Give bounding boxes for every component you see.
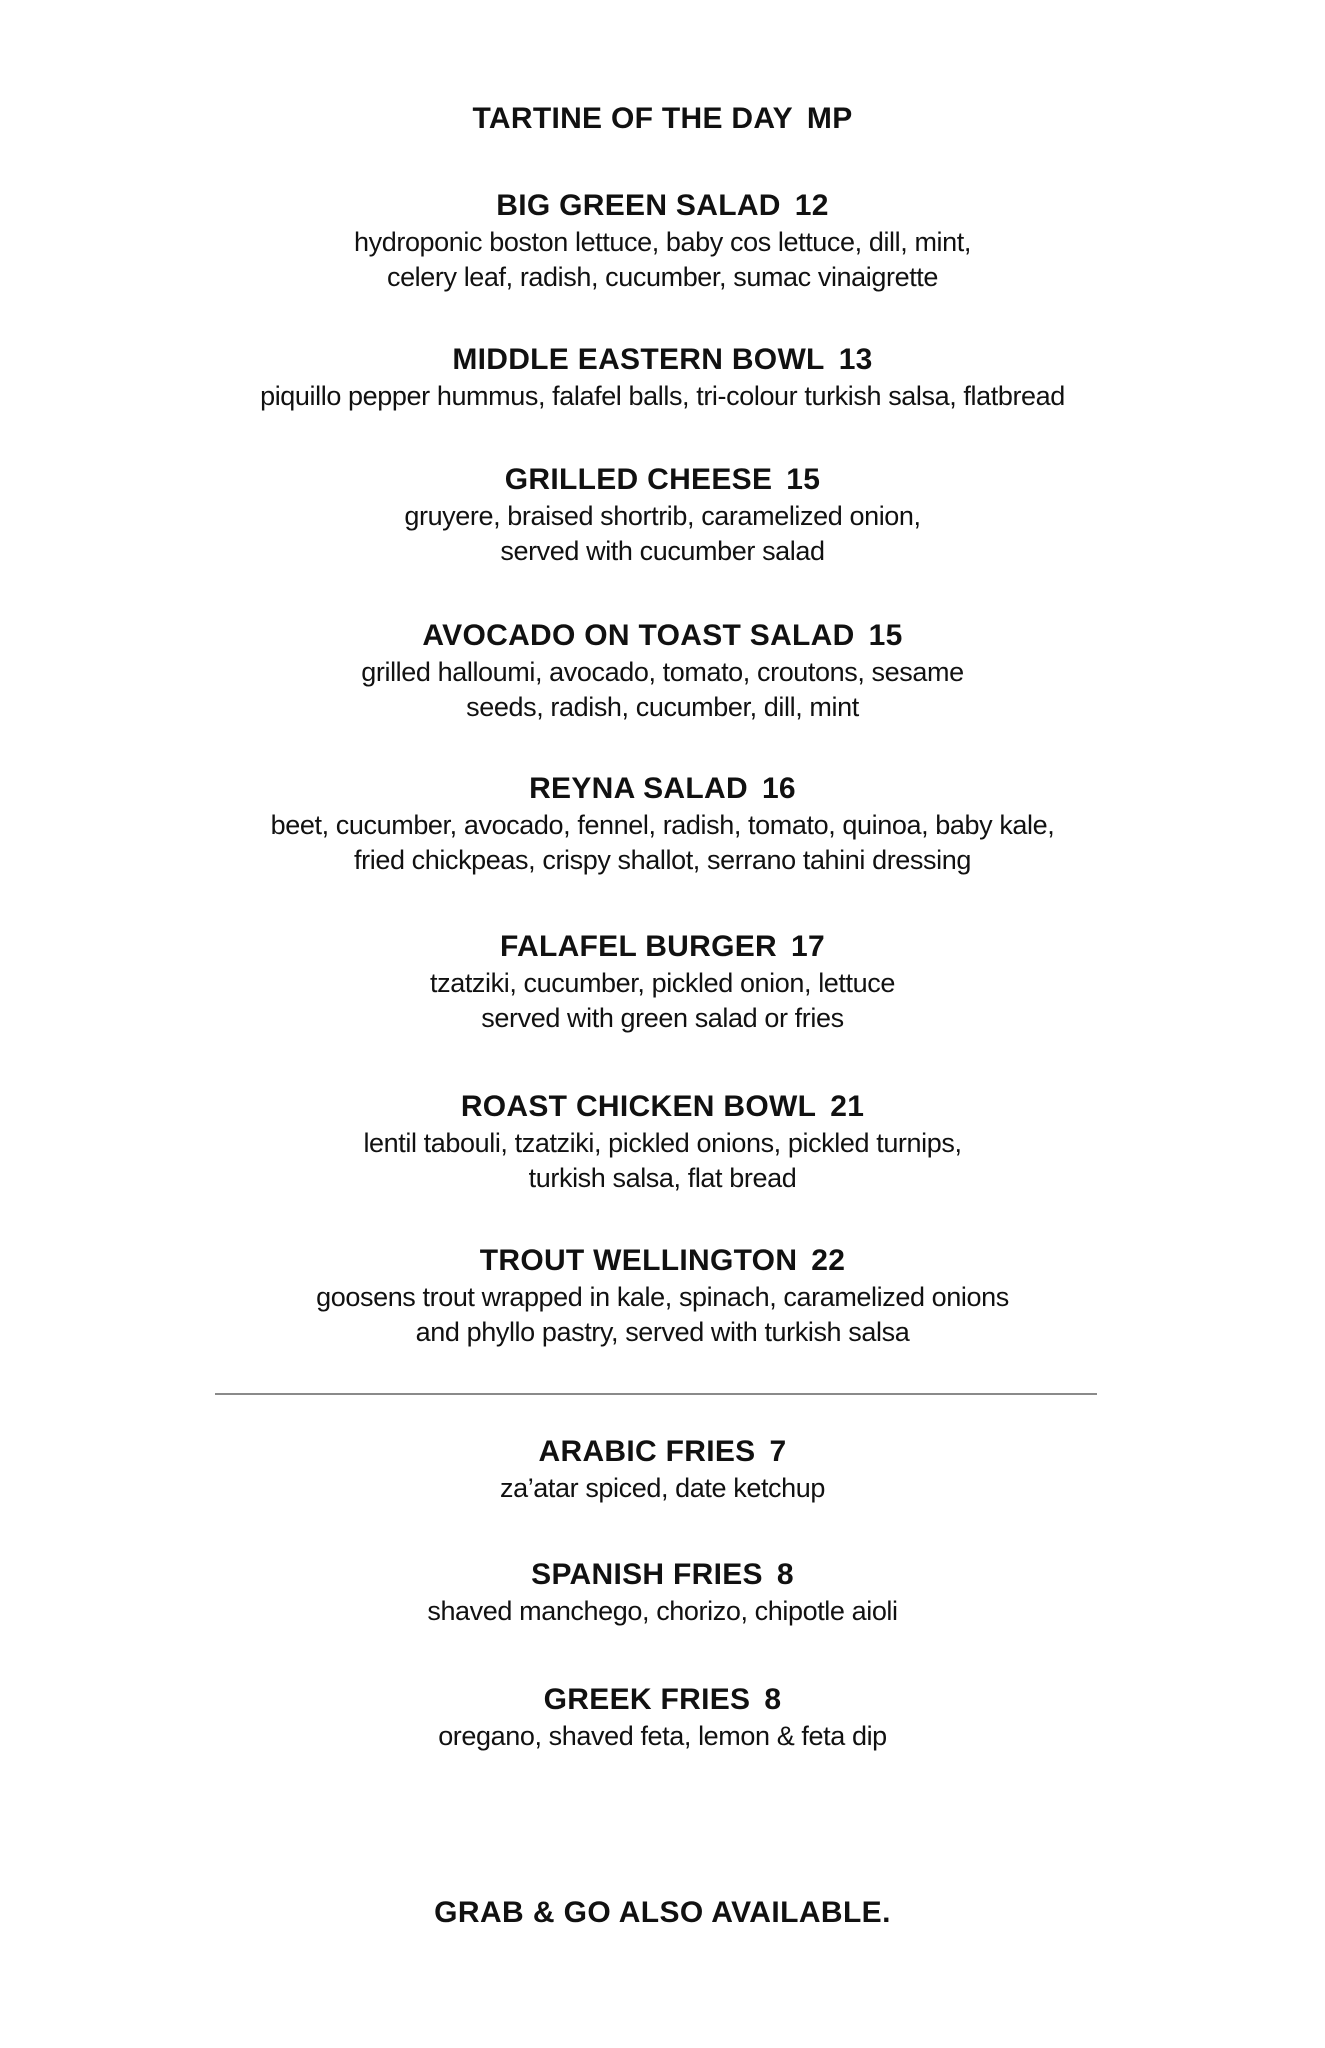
- item-title: [0, 618, 1325, 654]
- item-price: 17: [791, 930, 825, 963]
- menu-item-avocado-on-toast-salad: [0, 618, 1325, 724]
- item-title: [0, 462, 1325, 498]
- menu-item-arabic-fries: [0, 1434, 1325, 1505]
- item-description-line: goosens trout wrapped in kale, spinach, caramelized onions: [316, 1282, 1009, 1312]
- menu-item-trout-wellington: [0, 1243, 1325, 1349]
- item-name: ROAST CHICKEN BOWL: [460, 1090, 817, 1123]
- item-description-line: and phyllo pastry, served with turkish salsa: [415, 1317, 910, 1347]
- item-description-line: grilled halloumi, avocado, tomato, croutons, sesame: [361, 657, 964, 687]
- menu-item-greek-fries: [0, 1682, 1325, 1753]
- item-description-line: seeds, radish, cucumber, dill, mint: [466, 692, 859, 722]
- item-name: REYNA SALAD: [529, 772, 748, 805]
- item-name: FALAFEL BURGER: [500, 930, 777, 963]
- item-title: [0, 101, 1325, 137]
- item-description-line: gruyere, braised shortrib, caramelized onion,: [404, 501, 921, 531]
- section-divider: [215, 1393, 1097, 1395]
- item-price: 12: [794, 189, 829, 222]
- item-price: 16: [761, 772, 796, 805]
- item-price: 8: [764, 1683, 782, 1716]
- menu-item-big-green-salad: [0, 188, 1325, 294]
- item-name: BIG GREEN SALAD: [496, 189, 781, 222]
- item-title: [0, 771, 1325, 807]
- item-description-line: za’atar spiced, date ketchup: [499, 1473, 825, 1503]
- item-price: 21: [830, 1090, 865, 1123]
- item-name: GRILLED CHEESE: [504, 463, 773, 496]
- item-price: 7: [769, 1435, 787, 1468]
- menu-item-tartine: [0, 101, 1325, 137]
- item-title: [0, 929, 1325, 965]
- item-title: [0, 188, 1325, 224]
- item-title: [0, 1682, 1325, 1718]
- item-title: [0, 1557, 1325, 1593]
- item-name: ARABIC FRIES: [538, 1435, 756, 1468]
- item-title: [0, 342, 1325, 378]
- item-description-line: tzatziki, cucumber, pickled onion, lettuce: [430, 968, 895, 998]
- menu-item-roast-chicken-bowl: [0, 1089, 1325, 1195]
- item-price: 15: [786, 463, 821, 496]
- item-name: SPANISH FRIES: [531, 1558, 763, 1591]
- item-description-line: served with green salad or fries: [481, 1003, 844, 1033]
- item-price: 8: [776, 1558, 794, 1591]
- item-description-line: beet, cucumber, avocado, fennel, radish, tomato, quinoa, baby kale,: [270, 810, 1055, 840]
- item-title: [0, 1089, 1325, 1125]
- menu-item-reyna-salad: [0, 771, 1325, 877]
- item-description-line: shaved manchego, chorizo, chipotle aioli: [427, 1596, 898, 1626]
- item-name: MIDDLE EASTERN BOWL: [452, 343, 825, 376]
- item-price: MP: [806, 102, 853, 135]
- item-description-line: turkish salsa, flat bread: [528, 1163, 797, 1193]
- menu-item-falafel-burger: [0, 929, 1325, 1035]
- item-description-line: served with cucumber salad: [500, 536, 825, 566]
- menu-item-middle-eastern-bowl: [0, 342, 1325, 413]
- item-description-line: lentil tabouli, tzatziki, pickled onions, pickled turnips,: [363, 1128, 962, 1158]
- item-description-line: celery leaf, radish, cucumber, sumac vinaigrette: [386, 262, 939, 292]
- grab-and-go-notice: GRAB & GO ALSO AVAILABLE.: [434, 1896, 891, 1929]
- item-name: GREEK FRIES: [543, 1683, 751, 1716]
- item-title: [0, 1243, 1325, 1279]
- item-description-line: oregano, shaved feta, lemon & feta dip: [438, 1721, 887, 1751]
- item-description-line: fried chickpeas, crispy shallot, serrano tahini dressing: [354, 845, 971, 875]
- item-description-line: piquillo pepper hummus, falafel balls, tri-colour turkish salsa, flatbread: [260, 381, 1065, 411]
- item-price: 15: [868, 619, 903, 652]
- item-name: TROUT WELLINGTON: [479, 1244, 798, 1277]
- item-name: TARTINE OF THE DAY: [472, 102, 793, 135]
- item-price: 22: [811, 1244, 846, 1277]
- item-price: 13: [838, 343, 873, 376]
- menu-item-grilled-cheese: [0, 462, 1325, 568]
- item-title: [0, 1434, 1325, 1470]
- item-description-line: hydroponic boston lettuce, baby cos lettuce, dill, mint,: [354, 227, 971, 257]
- item-name: AVOCADO ON TOAST SALAD: [422, 619, 855, 652]
- menu-item-spanish-fries: [0, 1557, 1325, 1628]
